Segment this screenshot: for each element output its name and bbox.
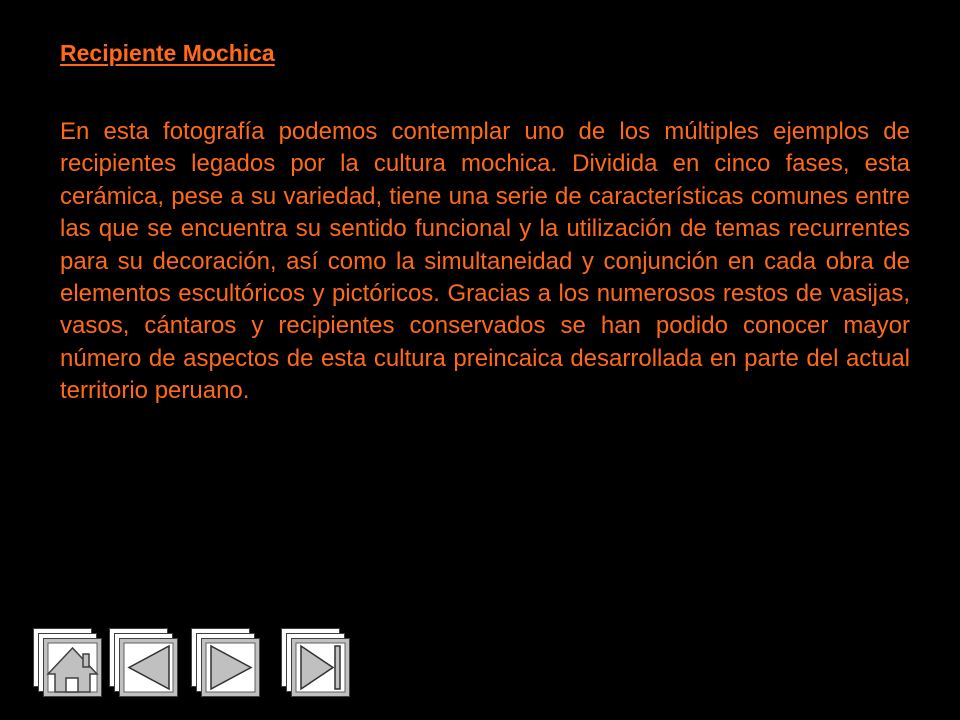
next-button[interactable]: [191, 628, 267, 700]
navigation-bar: [33, 628, 373, 704]
skip-to-end-icon: [281, 628, 357, 700]
home-button[interactable]: [33, 628, 109, 700]
previous-button[interactable]: [109, 628, 185, 700]
slide-body-text: En esta fotografía podemos contemplar uno de los múltiples ejemplos de recipientes legados por la cultura mochica. Dividida en cinco fases, esta cerámica, pese a su variedad, tiene una serie de características comunes entre las que se encuentra su sentido funcional y la utilización de temas recurrentes para su decoración, así como la simultaneidad y conjunción en cada obra de elementos escultóricos y pictóricos. Gracias a los numerosos restos de vasijas, vasos, cántaros y recipientes conservados se han podido conocer mayor número de aspectos de esta cultura preincaica desarrollada en parte del actual territorio peruano.: [60, 118, 910, 405]
triangle-left-icon: [109, 628, 185, 700]
triangle-right-icon: [191, 628, 267, 700]
house-icon: [33, 628, 109, 700]
last-button[interactable]: [281, 628, 357, 700]
slide-title: Recipiente Mochica: [60, 40, 275, 66]
